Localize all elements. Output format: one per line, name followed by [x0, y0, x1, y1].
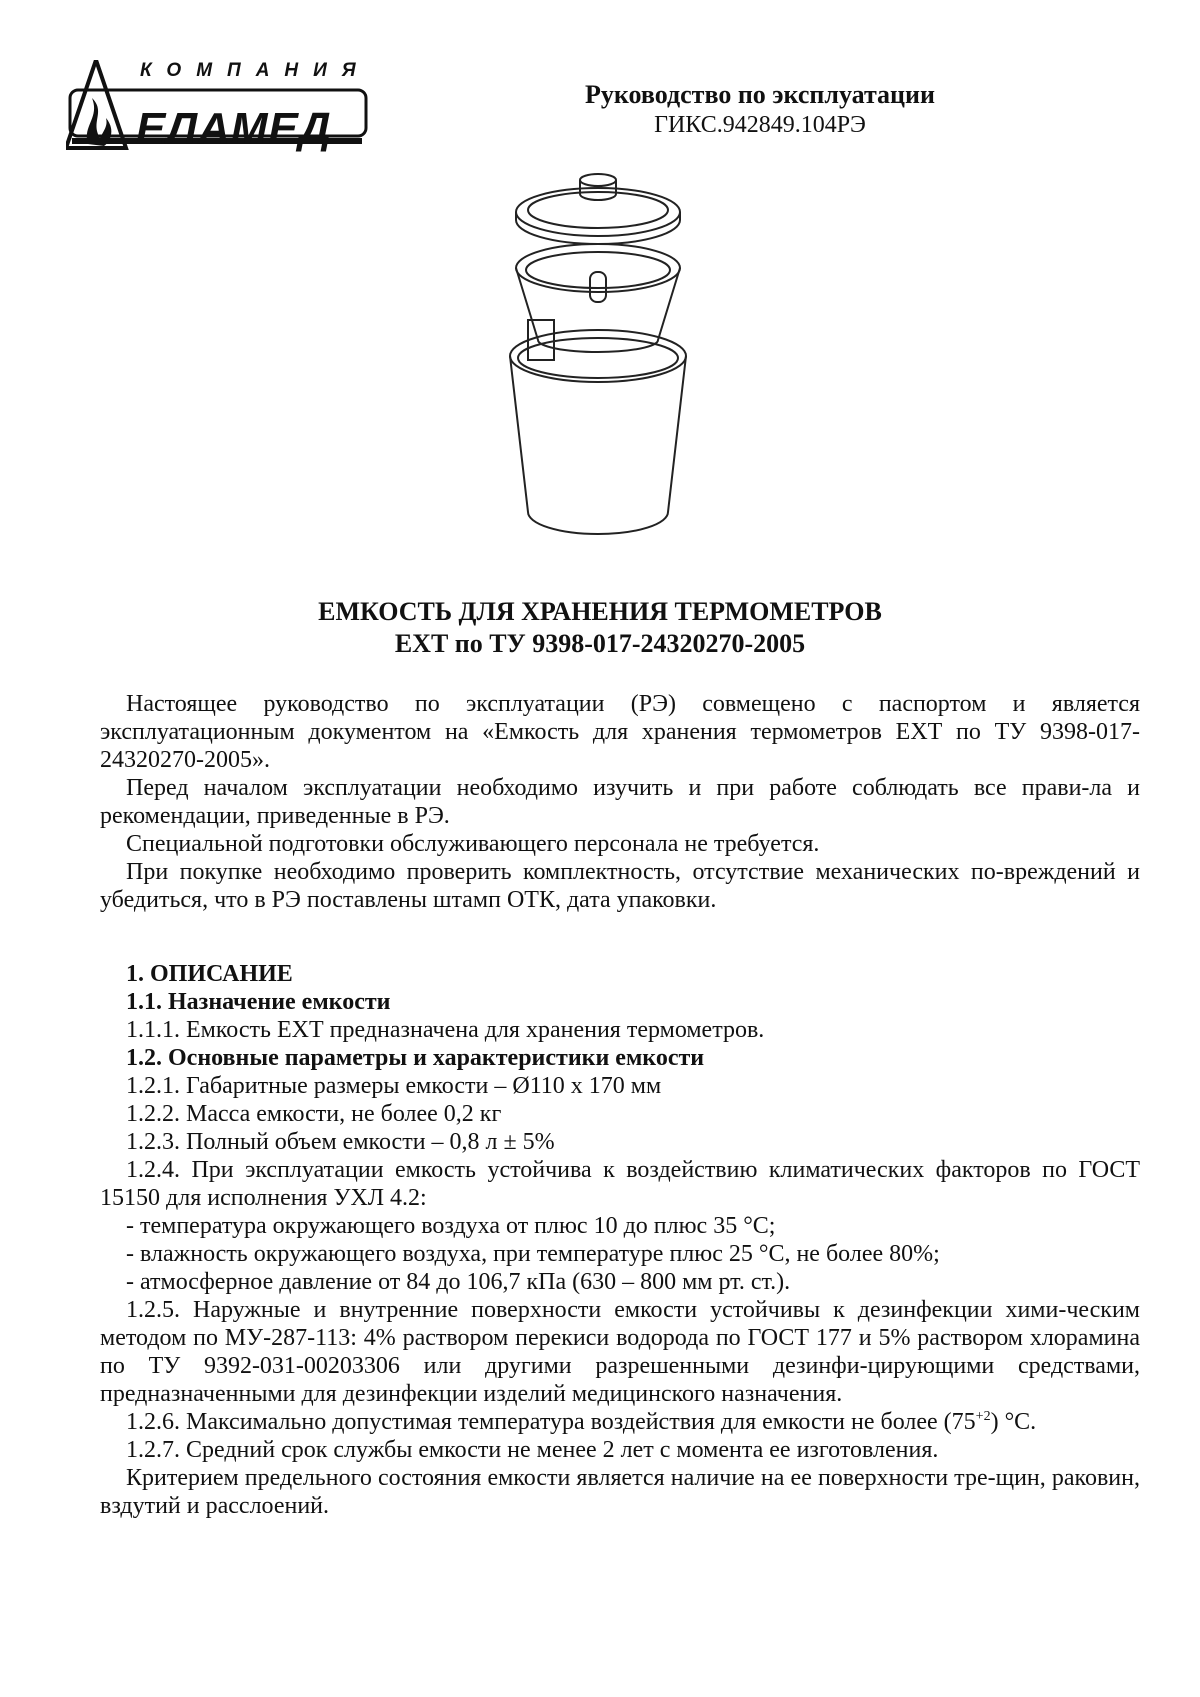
subsection-heading: 1.2. Основные параметры и характеристики емкости	[126, 1045, 705, 1071]
clause-1-1-1: 1.1.1. Емкость ЕХТ предназначена для хранения термометров.	[126, 1017, 765, 1043]
document-title	[100, 596, 1100, 660]
limit-state-criterion: Критерием предельного состояния емкости является наличие на ее поверхности тре-щин, раковин, вздутий и расслоений.	[100, 1465, 1140, 1519]
clause-1-2-6-text: 1.2.6. Максимально допустимая температура воздействия для емкости не более (75	[126, 1409, 976, 1435]
intro-paragraph: Специальной подготовки обслуживающего персонала не требуется.	[126, 831, 820, 857]
clause-1-2-5: 1.2.5. Наружные и внутренние поверхности емкости устойчивы к дезинфекции хими-ческим методом по МУ-287-113: 4% раствором перекиси водорода по ГОСТ 177 и 5% раствором хлорамина по ТУ 9392-031-00203306 или другими разрешенными дезинфи-цирующими средствами, предназначенными для дезинфекции изделий медицинского назначения.	[100, 1297, 1140, 1407]
title-line-2: ЕХТ по ТУ 9398-017-24320270-2005	[394, 629, 806, 658]
doc-type: Руководство по эксплуатации	[585, 80, 935, 109]
section-heading: 1. ОПИСАНИЕ	[126, 961, 293, 987]
intro-paragraph: При покупке необходимо проверить комплектность, отсутствие механических по-вреждений и убедиться, что в РЭ поставлены штамп ОТК, дата упаковки.	[100, 859, 1140, 913]
company-name: ЕЛАМЕД	[136, 104, 332, 153]
clause-1-2-2: 1.2.2. Масса емкости, не более 0,2 кг	[126, 1101, 502, 1127]
clause-1-2-3: 1.2.3. Полный объем емкости – 0,8 л ± 5%	[126, 1129, 555, 1155]
condition-item: - влажность окружающего воздуха, при температуре плюс 25 °С, не более 80%;	[126, 1241, 940, 1267]
subsection-heading: 1.1. Назначение емкости	[126, 989, 391, 1015]
clause-1-2-6-unit: ) °С.	[990, 1409, 1037, 1435]
intro-paragraph: Перед началом эксплуатации необходимо изучить и при работе соблюдать все прави-ла и рекомендации, приведенные в РЭ.	[100, 775, 1140, 829]
clause-1-2-4: 1.2.4. При эксплуатации емкость устойчива к воздействию климатических факторов по ГОСТ 15150 для исполнения УХЛ 4.2:	[100, 1157, 1140, 1211]
document-body	[100, 690, 1140, 1520]
clause-1-2-7: 1.2.7. Средний срок службы емкости не менее 2 лет с момента ее изготовления.	[126, 1437, 939, 1463]
clause-1-2-6	[100, 1408, 1140, 1436]
intro-paragraph: Настоящее руководство по эксплуатации (РЭ) совмещено с паспортом и является эксплуатационным документом на «Емкость для хранения термометров ЕХТ по ТУ 9398-017-24320270-2005».	[100, 691, 1140, 773]
condition-item: - температура окружающего воздуха от плюс 10 до плюс 35 °С;	[126, 1213, 776, 1239]
company-logo	[66, 60, 396, 172]
clause-1-2-1: 1.2.1. Габаритные размеры емкости – Ø110 х 170 мм	[126, 1073, 662, 1099]
doc-code: ГИКС.942849.104РЭ	[654, 112, 866, 138]
condition-item: - атмосферное давление от 84 до 106,7 кПа (630 – 800 мм рт. ст.).	[126, 1269, 791, 1295]
company-word: КОМПАНИЯ	[140, 60, 371, 81]
container-illustration	[478, 160, 718, 560]
tolerance-superscript: +2	[975, 1409, 991, 1424]
title-line-1: ЕМКОСТЬ ДЛЯ ХРАНЕНИЯ ТЕРМОМЕТРОВ	[318, 597, 882, 626]
